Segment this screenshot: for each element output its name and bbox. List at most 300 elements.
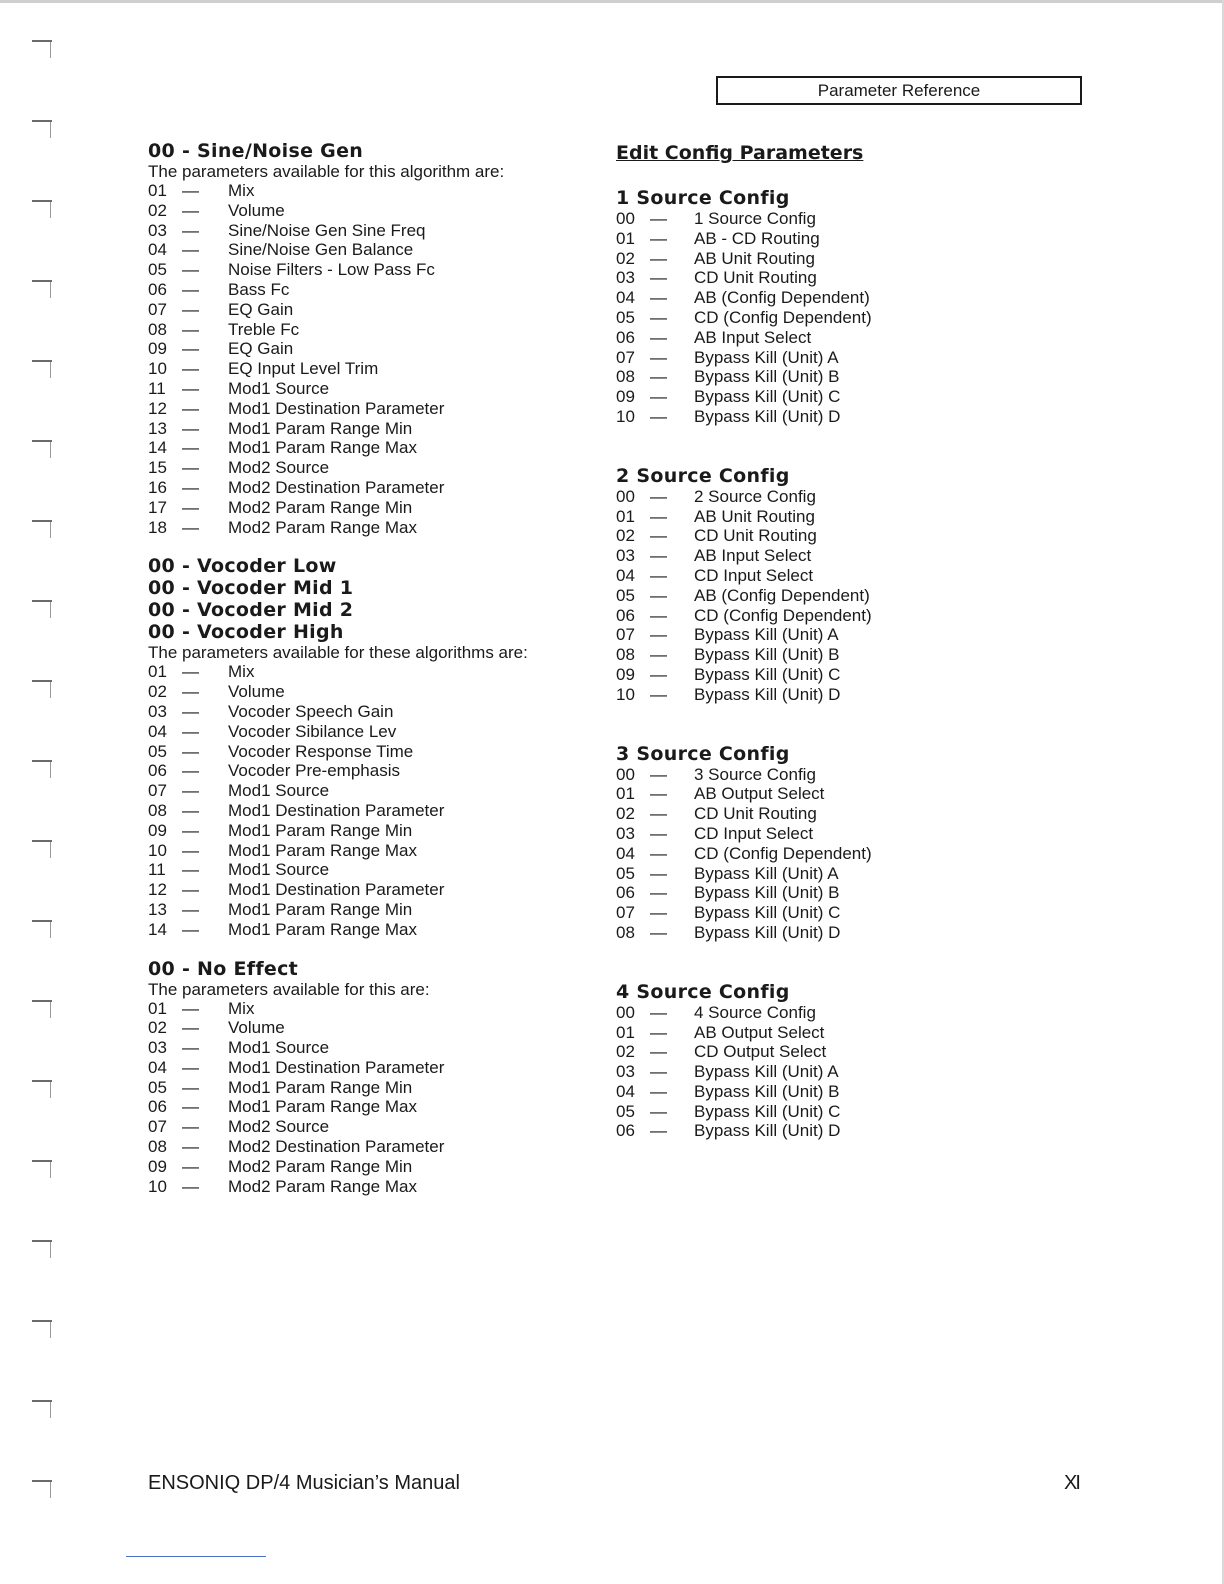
parameter-label: Volume — [228, 682, 285, 702]
algorithm-heading: 00 - Vocoder Low — [148, 555, 337, 578]
parameter-label: Mod2 Param Range Max — [228, 1176, 417, 1196]
config-row — [616, 625, 1076, 645]
config-number: 09 — [616, 664, 635, 684]
binding-hole-tick — [50, 202, 51, 218]
dash-separator: — — [650, 209, 667, 228]
config-number: 04 — [616, 843, 635, 863]
config-label: Bypass Kill (Unit) B — [694, 645, 840, 665]
config-label: AB Input Select — [694, 546, 812, 566]
parameter-number: 05 — [148, 260, 167, 280]
config-number: 03 — [616, 268, 635, 288]
parameter-row — [148, 999, 608, 1019]
parameter-label: Mod2 Destination Parameter — [228, 477, 445, 497]
parameter-row — [148, 920, 608, 940]
binding-hole-tick — [50, 122, 51, 138]
config-label: CD Unit Routing — [694, 268, 817, 288]
dash-separator: — — [650, 565, 667, 585]
binding-hole-mark — [32, 1480, 52, 1482]
parameter-number: 08 — [148, 1137, 167, 1157]
parameter-row — [148, 221, 608, 241]
parameter-label: Mod1 Source — [228, 1038, 330, 1058]
dash-separator: — — [182, 919, 199, 939]
config-label: Bypass Kill (Unit) D — [694, 684, 841, 704]
algorithm-heading: 00 - Sine/Noise Gen — [148, 140, 364, 162]
binding-hole-mark — [32, 40, 52, 42]
dash-separator: — — [650, 625, 667, 645]
dash-separator: — — [182, 359, 199, 379]
footer-manual-title: ENSONIQ DP/4 Musician’s Manual — [148, 1472, 460, 1494]
parameter-label: Vocoder Pre-emphasis — [228, 761, 400, 781]
scan-bottom-mark — [126, 1556, 266, 1557]
parameter-label: Bass Fc — [228, 279, 290, 299]
config-label: Bypass Kill (Unit) B — [694, 367, 840, 387]
config-label: Bypass Kill (Unit) B — [694, 1081, 840, 1101]
config-label: Bypass Kill (Unit) C — [694, 1101, 841, 1121]
config-row — [616, 804, 1076, 824]
config-label: CD Unit Routing — [694, 804, 817, 824]
dash-separator: — — [650, 804, 667, 824]
config-label: Bypass Kill (Unit) A — [694, 347, 839, 367]
section-intro: The parameters available for these algorithms are: — [148, 643, 528, 663]
config-number: 01 — [616, 228, 635, 248]
config-number: 06 — [616, 1121, 635, 1141]
dash-separator: — — [182, 240, 199, 260]
parameter-row — [148, 1038, 608, 1058]
dash-separator: — — [650, 664, 667, 684]
config-row — [616, 1003, 1076, 1023]
binding-hole-mark — [32, 600, 52, 602]
parameter-number: 05 — [148, 1077, 167, 1097]
config-section — [616, 187, 1076, 427]
dash-separator: — — [650, 367, 667, 387]
dash-separator: — — [650, 784, 667, 804]
parameter-label: Mix — [228, 998, 255, 1018]
parameter-number: 12 — [148, 398, 167, 418]
parameter-row — [148, 280, 608, 300]
edit-config-title: Edit Config Parameters — [616, 142, 864, 164]
parameter-row — [148, 1078, 608, 1098]
dash-separator: — — [182, 398, 199, 418]
config-label: 2 Source Config — [694, 486, 816, 506]
parameter-row — [148, 841, 608, 861]
dash-separator: — — [182, 800, 199, 820]
parameter-label: Mod1 Param Range Min — [228, 820, 413, 840]
dash-separator: — — [182, 181, 199, 200]
parameter-number: 11 — [148, 378, 166, 398]
binding-hole-mark — [32, 840, 52, 842]
config-heading: 4 Source Config — [616, 980, 790, 1003]
parameter-number: 02 — [148, 1018, 167, 1038]
dash-separator: — — [182, 682, 199, 702]
dash-separator: — — [182, 860, 199, 880]
parameter-number: 04 — [148, 240, 167, 260]
dash-separator: — — [182, 721, 199, 741]
config-number: 03 — [616, 1062, 635, 1082]
config-row — [616, 765, 1076, 785]
dash-separator: — — [650, 506, 667, 526]
config-label: Bypass Kill (Unit) C — [694, 387, 841, 407]
dash-separator: — — [182, 1077, 199, 1097]
dash-separator: — — [650, 288, 667, 308]
config-row — [616, 883, 1076, 903]
parameter-label: Vocoder Speech Gain — [228, 701, 394, 721]
binding-hole-mark — [32, 1080, 52, 1082]
config-section — [616, 981, 1076, 1142]
dash-separator: — — [650, 486, 667, 506]
parameter-row — [148, 1177, 608, 1197]
dash-separator: — — [650, 307, 667, 327]
parameter-row — [148, 478, 608, 498]
parameter-number: 01 — [148, 998, 167, 1018]
config-number: 07 — [616, 903, 635, 923]
config-number: 07 — [616, 625, 635, 645]
parameter-label: Mod1 Param Range Min — [228, 899, 413, 919]
dash-separator: — — [650, 1121, 667, 1141]
dash-separator: — — [650, 823, 667, 843]
parameter-label: Mod2 Param Range Max — [228, 517, 417, 537]
config-number: 03 — [616, 546, 635, 566]
parameter-label: Volume — [228, 200, 285, 220]
parameter-row — [148, 339, 608, 359]
config-row — [616, 249, 1076, 269]
section-header-label: Parameter Reference — [817, 81, 981, 100]
config-label: Bypass Kill (Unit) A — [694, 863, 839, 883]
config-number: 05 — [616, 585, 635, 605]
config-row — [616, 645, 1076, 665]
config-number: 04 — [616, 565, 635, 585]
config-row — [616, 407, 1076, 427]
parameter-row — [148, 320, 608, 340]
parameter-label: Treble Fc — [228, 319, 300, 339]
parameter-number: 14 — [148, 919, 167, 939]
binding-hole-tick — [50, 1402, 51, 1418]
parameter-row — [148, 1058, 608, 1078]
dash-separator: — — [182, 378, 199, 398]
config-label: CD (Config Dependent) — [694, 307, 872, 327]
config-label: AB (Config Dependent) — [694, 585, 870, 605]
parameter-number: 02 — [148, 682, 167, 702]
dash-separator: — — [650, 1081, 667, 1101]
parameter-number: 09 — [148, 339, 167, 359]
parameter-row — [148, 662, 608, 682]
dash-separator: — — [650, 843, 667, 863]
config-label: Bypass Kill (Unit) A — [694, 625, 839, 645]
parameter-label: Mod1 Param Range Max — [228, 438, 417, 458]
binding-hole-mark — [32, 200, 52, 202]
parameter-label: Mod1 Param Range Min — [228, 418, 413, 438]
binding-hole-tick — [50, 522, 51, 538]
binding-hole-mark — [32, 520, 52, 522]
dash-separator: — — [650, 526, 667, 546]
dash-separator: — — [650, 1002, 667, 1022]
parameter-number: 16 — [148, 477, 167, 497]
config-row — [616, 387, 1076, 407]
config-label: Bypass Kill (Unit) D — [694, 1121, 841, 1141]
dash-separator: — — [650, 1042, 667, 1062]
parameter-number: 09 — [148, 820, 167, 840]
parameter-row — [148, 860, 608, 880]
config-label: 4 Source Config — [694, 1002, 816, 1022]
config-row — [616, 546, 1076, 566]
config-label: Bypass Kill (Unit) D — [694, 406, 841, 426]
parameter-number: 10 — [148, 359, 167, 379]
config-number: 08 — [616, 645, 635, 665]
parameter-label: EQ Input Level Trim — [228, 359, 379, 379]
config-number: 06 — [616, 327, 635, 347]
config-row — [616, 1121, 1076, 1141]
binding-hole-mark — [32, 360, 52, 362]
parameter-label: Mod1 Destination Parameter — [228, 1057, 445, 1077]
dash-separator: — — [182, 781, 199, 801]
config-label: AB Output Select — [694, 1022, 825, 1042]
parameter-row — [148, 379, 608, 399]
parameter-row — [148, 1157, 608, 1177]
config-label: 3 Source Config — [694, 764, 816, 784]
dash-separator: — — [650, 228, 667, 248]
parameter-row — [148, 1137, 608, 1157]
binding-hole-tick — [50, 1002, 51, 1018]
parameter-section — [148, 958, 608, 1197]
parameter-row — [148, 1117, 608, 1137]
parameter-label: Mod1 Source — [228, 781, 330, 801]
parameter-number: 14 — [148, 438, 167, 458]
config-number: 01 — [616, 784, 635, 804]
dash-separator: — — [182, 1156, 199, 1176]
parameter-row — [148, 201, 608, 221]
parameter-row — [148, 880, 608, 900]
section-header-box — [716, 76, 1082, 105]
config-label: AB Unit Routing — [694, 248, 815, 268]
parameter-row — [148, 518, 608, 538]
binding-hole-mark — [32, 760, 52, 762]
dash-separator: — — [182, 438, 199, 458]
config-section — [616, 743, 1076, 943]
section-intro: The parameters available for this are: — [148, 979, 430, 999]
parameter-number: 06 — [148, 279, 167, 299]
config-row — [616, 209, 1076, 229]
parameter-row — [148, 722, 608, 742]
dash-separator: — — [650, 546, 667, 566]
config-label: CD Output Select — [694, 1042, 827, 1062]
parameter-label: Mod2 Destination Parameter — [228, 1137, 445, 1157]
dash-separator: — — [182, 1018, 199, 1038]
binding-hole-tick — [50, 1242, 51, 1258]
config-heading: 3 Source Config — [616, 742, 790, 765]
parameter-number: 04 — [148, 1057, 167, 1077]
parameter-number: 03 — [148, 1038, 167, 1058]
parameter-label: Mod1 Param Range Min — [228, 1077, 413, 1097]
config-number: 02 — [616, 248, 635, 268]
parameter-row — [148, 260, 608, 280]
dash-separator: — — [650, 922, 667, 942]
binding-hole-mark — [32, 280, 52, 282]
dash-separator: — — [650, 1062, 667, 1082]
binding-hole-mark — [32, 1400, 52, 1402]
parameter-number: 02 — [148, 200, 167, 220]
config-number: 06 — [616, 883, 635, 903]
config-number: 03 — [616, 823, 635, 843]
config-number: 02 — [616, 1042, 635, 1062]
config-number: 04 — [616, 1081, 635, 1101]
parameter-label: Vocoder Response Time — [228, 741, 414, 761]
parameter-row — [148, 821, 608, 841]
parameter-number: 03 — [148, 220, 167, 240]
parameter-row — [148, 359, 608, 379]
dash-separator: — — [182, 1117, 199, 1137]
config-row — [616, 367, 1076, 387]
config-number: 08 — [616, 367, 635, 387]
binding-hole-tick — [50, 762, 51, 778]
config-number: 01 — [616, 1022, 635, 1042]
parameter-number: 10 — [148, 1176, 167, 1196]
config-label: AB - CD Routing — [694, 228, 820, 248]
dash-separator: — — [182, 998, 199, 1018]
config-label: 1 Source Config — [694, 209, 816, 228]
config-row — [616, 487, 1076, 507]
parameter-label: Noise Filters - Low Pass Fc — [228, 260, 435, 280]
config-number: 05 — [616, 1101, 635, 1121]
dash-separator: — — [650, 1101, 667, 1121]
dash-separator: — — [650, 248, 667, 268]
binding-hole-mark — [32, 1240, 52, 1242]
config-label: CD Input Select — [694, 565, 814, 585]
config-number: 02 — [616, 804, 635, 824]
parameter-number: 01 — [148, 181, 167, 200]
config-row — [616, 229, 1076, 249]
dash-separator: — — [650, 645, 667, 665]
dash-separator: — — [182, 418, 199, 438]
config-number: 09 — [616, 387, 635, 407]
parameter-label: Volume — [228, 1018, 285, 1038]
right-column — [616, 141, 1076, 1141]
config-label: CD Unit Routing — [694, 526, 817, 546]
parameter-label: Sine/Noise Gen Balance — [228, 240, 414, 260]
binding-hole-tick — [50, 922, 51, 938]
parameter-label: Mod1 Destination Parameter — [228, 398, 445, 418]
config-number: 00 — [616, 1002, 635, 1022]
algorithm-heading: 00 - Vocoder Mid 2 — [148, 599, 354, 622]
section-intro: The parameters available for this algorithm are: — [148, 162, 505, 181]
dash-separator: — — [182, 200, 199, 220]
parameter-label: Mod1 Param Range Max — [228, 840, 417, 860]
parameter-label: Mod2 Param Range Min — [228, 497, 413, 517]
dash-separator: — — [182, 1038, 199, 1058]
parameter-number: 04 — [148, 721, 167, 741]
parameter-number: 01 — [148, 662, 167, 682]
config-number: 02 — [616, 526, 635, 546]
binding-hole-tick — [50, 842, 51, 858]
binding-hole-tick — [50, 1482, 51, 1498]
parameter-section — [148, 140, 608, 537]
config-row — [616, 566, 1076, 586]
config-number: 10 — [616, 684, 635, 704]
binding-hole-mark — [32, 920, 52, 922]
parameter-number: 03 — [148, 701, 167, 721]
config-label: Bypass Kill (Unit) A — [694, 1062, 839, 1082]
parameter-number: 10 — [148, 840, 167, 860]
parameter-number: 05 — [148, 741, 167, 761]
parameter-row — [148, 742, 608, 762]
dash-separator: — — [650, 605, 667, 625]
dash-separator: — — [650, 764, 667, 784]
parameter-row — [148, 240, 608, 260]
binding-hole-tick — [50, 442, 51, 458]
parameter-label: Mod1 Param Range Max — [228, 1097, 417, 1117]
parameter-row — [148, 181, 608, 201]
algorithm-heading: 00 - Vocoder High — [148, 621, 344, 644]
parameter-row — [148, 702, 608, 722]
config-number: 08 — [616, 922, 635, 942]
config-label: AB Input Select — [694, 327, 812, 347]
config-row — [616, 1023, 1076, 1043]
parameter-number: 07 — [148, 781, 167, 801]
binding-hole-mark — [32, 680, 52, 682]
dash-separator: — — [650, 268, 667, 288]
config-label: CD (Config Dependent) — [694, 605, 872, 625]
config-label: CD Input Select — [694, 823, 814, 843]
config-row — [616, 824, 1076, 844]
config-row — [616, 507, 1076, 527]
config-number: 07 — [616, 347, 635, 367]
parameter-number: 12 — [148, 880, 167, 900]
parameter-number: 11 — [148, 860, 166, 880]
algorithm-heading: 00 - No Effect — [148, 957, 299, 980]
config-label: AB (Config Dependent) — [694, 288, 870, 308]
parameter-number: 13 — [148, 418, 167, 438]
config-row — [616, 844, 1076, 864]
parameter-label: Mod1 Destination Parameter — [228, 800, 445, 820]
footer-page-number: XI — [1064, 1472, 1079, 1494]
binding-hole-tick — [50, 602, 51, 618]
config-row — [616, 1042, 1076, 1062]
dash-separator: — — [182, 840, 199, 860]
parameter-label: Mod1 Source — [228, 378, 330, 398]
parameter-row — [148, 1018, 608, 1038]
binding-hole-mark — [32, 440, 52, 442]
config-number: 00 — [616, 764, 635, 784]
parameter-label: Mod2 Source — [228, 458, 330, 478]
binding-hole-tick — [50, 682, 51, 698]
config-number: 04 — [616, 288, 635, 308]
config-label: AB Output Select — [694, 784, 825, 804]
config-label: Bypass Kill (Unit) C — [694, 664, 841, 684]
config-row — [616, 1082, 1076, 1102]
dash-separator: — — [182, 220, 199, 240]
parameter-row — [148, 300, 608, 320]
binding-hole-tick — [50, 1082, 51, 1098]
config-heading: 1 Source Config — [616, 187, 790, 209]
parameter-number: 18 — [148, 517, 167, 537]
parameter-number: 08 — [148, 800, 167, 820]
parameter-label: Vocoder Sibilance Lev — [228, 721, 397, 741]
parameter-row — [148, 1097, 608, 1117]
config-label: CD (Config Dependent) — [694, 843, 872, 863]
algorithm-heading: 00 - Vocoder Mid 1 — [148, 577, 354, 600]
parameter-label: Mod1 Source — [228, 860, 330, 880]
config-row — [616, 308, 1076, 328]
parameter-row — [148, 781, 608, 801]
config-row — [616, 1062, 1076, 1082]
dash-separator: — — [182, 662, 199, 682]
dash-separator: — — [182, 741, 199, 761]
dash-separator: — — [182, 299, 199, 319]
config-label: AB Unit Routing — [694, 506, 815, 526]
dash-separator: — — [650, 883, 667, 903]
config-row — [616, 903, 1076, 923]
parameter-label: Sine/Noise Gen Sine Freq — [228, 220, 426, 240]
parameter-label: Mix — [228, 662, 255, 682]
config-heading: 2 Source Config — [616, 464, 790, 487]
